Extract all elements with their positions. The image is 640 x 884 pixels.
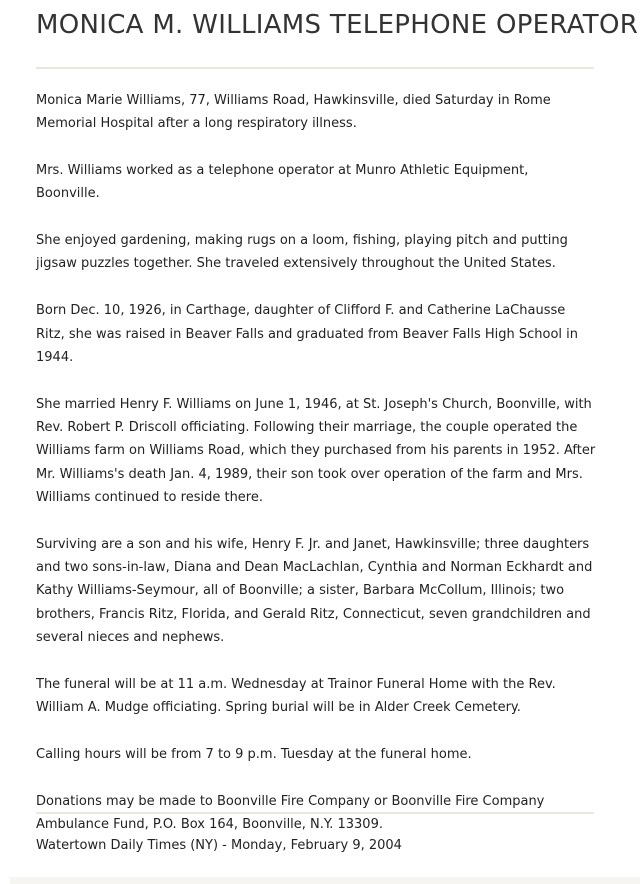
source-divider xyxy=(36,812,594,814)
page-title: MONICA M. WILLIAMS TELEPHONE OPERATOR xyxy=(36,10,639,40)
title-divider xyxy=(36,67,594,69)
paragraph-occupation: Mrs. Williams worked as a telephone operator at Munro Athletic Equipment, Boonville. xyxy=(36,163,529,202)
footer-band xyxy=(10,877,640,884)
obituary-body xyxy=(36,89,596,860)
source-citation: Watertown Daily Times (NY) - Monday, February 9, 2004 xyxy=(36,838,402,853)
paragraph-donations: Donations may be made to Boonville Fire Company or Boonville Fire Company Ambulance Fund, P.O. Box 164, Boonville, N.Y. 13309. xyxy=(36,793,545,832)
paragraph-survivors: Surviving are a son and his wife, Henry F. Jr. and Janet, Hawkinsville; three daughters and two sons-in-law, Diana and Dean MacLachlan, Cynthia and Norman Eckhardt and Kathy Williams-Seymour, all of Boonville; a sister, Barbara McCollum, Illinois; two brothers, Francis Ritz, Florida, and Gerald Ritz, Connecticut, seven grandchildren and several nieces and nephews. xyxy=(36,536,593,645)
paragraph-marriage: She married Henry F. Williams on June 1, 1946, at St. Joseph's Church, Boonville, with Rev. Robert P. Driscoll officiating. Following their marriage, the couple operated the Williams farm on Williams Road, which they purchased from his parents in 1952. After Mr. Williams's death Jan. 4, 1989, their son took over operation of the farm and Mrs. Williams continued to reside there. xyxy=(36,396,596,505)
paragraph-hobbies: She enjoyed gardening, making rugs on a loom, fishing, playing pitch and putting jigsaw puzzles together. She traveled extensively throughout the United States. xyxy=(36,233,568,272)
paragraph-calling-hours: Calling hours will be from 7 to 9 p.m. Tuesday at the funeral home. xyxy=(36,746,472,762)
paragraph-death-notice: Monica Marie Williams, 77, Williams Road, Hawkinsville, died Saturday in Rome Memorial Hospital after a long respiratory illness. xyxy=(36,93,551,132)
paragraph-funeral: The funeral will be at 11 a.m. Wednesday at Trainor Funeral Home with the Rev. William A. Mudge officiating. Spring burial will be in Alder Creek Cemetery. xyxy=(36,676,556,715)
paragraph-birth: Born Dec. 10, 1926, in Carthage, daughter of Clifford F. and Catherine LaChausse Ritz, she was raised in Beaver Falls and graduated from Beaver Falls High School in 1944. xyxy=(36,303,579,365)
